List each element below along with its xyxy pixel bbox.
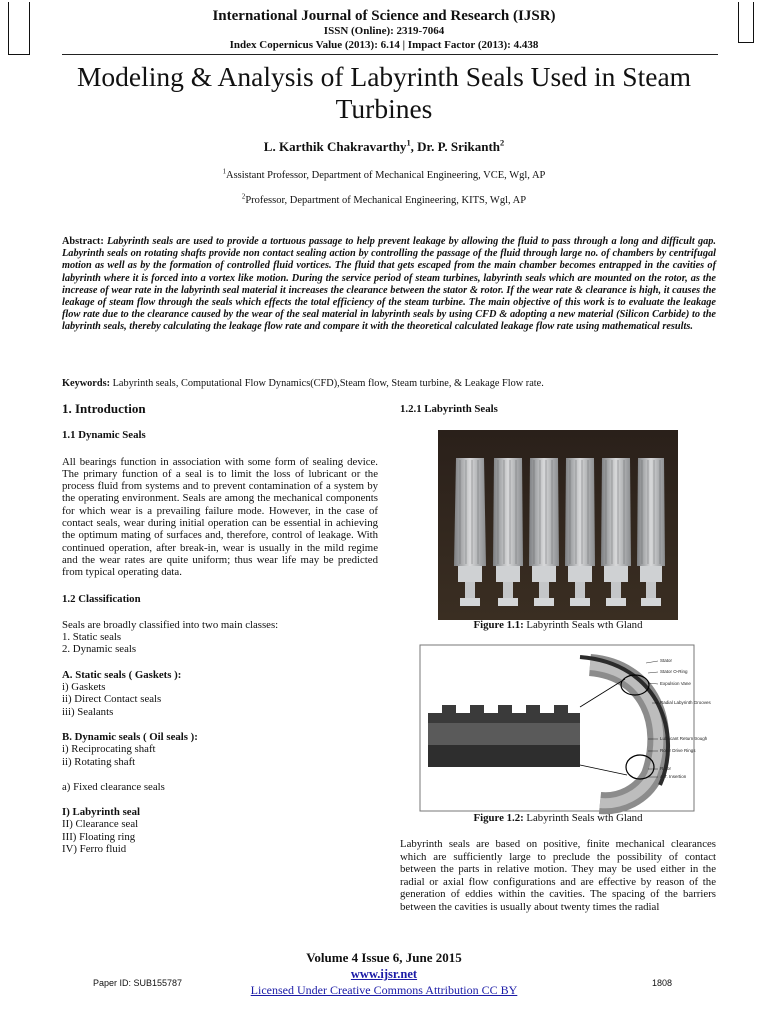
figure-1-1-caption: [400, 619, 716, 631]
figure-1-2-label: Figure 1.2:: [473, 812, 524, 824]
callout-lubricant-return: Lubricant Return trough: [660, 736, 708, 741]
section-heading-dynamic-seals: 1.1 Dynamic Seals: [62, 429, 146, 442]
header-rule: [62, 54, 718, 55]
footer-volume: Volume 4 Issue 6, June 2015: [306, 950, 462, 965]
left-column: [62, 403, 378, 855]
right-column: [400, 403, 716, 429]
author-line: [0, 139, 768, 155]
affiliation-1-sup: 1: [222, 168, 226, 176]
affiliation-2: [0, 195, 768, 206]
index-line: Index Copernicus Value (2013): 6.14 | Impact Factor (2013): 4.438: [229, 39, 539, 51]
section-heading-labyrinth-seals: 1.2.1 Labyrinth Seals: [400, 403, 498, 415]
list-item: 1. Static seals: [62, 631, 122, 644]
paragraph-labyrinth-seals: Labyrinth seals are based on positive, finite mechanical clearances which are sufficiently large to preclude the possibility of contact between the parts in relative motion. They may be used either in the radial or axial flow configurations and are effective by reason of the generation of eddies within the cavities. The spacing of the barriers between the cavities is usually about twenty times the radial: [400, 838, 716, 913]
paper-title: Modeling & Analysis of Labyrinth Seals Used in Steam Turbines: [76, 61, 692, 124]
labyrinth-profile: [428, 705, 580, 767]
page-number: 1808: [652, 978, 673, 988]
list-item: i) Gaskets: [62, 681, 106, 694]
dynamic-seals-heading: B. Dynamic seals ( Oil seals ):: [62, 730, 198, 743]
affiliation-2-text: Professor, Department of Mechanical Engineering, KITS, Wgl, AP: [245, 195, 527, 206]
author-1: L. Karthik Chakravarthy: [263, 139, 407, 154]
list-item: I) Labyrinth seal: [62, 806, 140, 819]
figure-1-2-text: Labyrinth Seals wth Gland: [523, 812, 643, 824]
author-2-sup: 2: [500, 137, 505, 148]
list-item: ii) Rotating shaft: [62, 755, 136, 768]
abstract: [62, 236, 716, 334]
abstract-text: Labyrinth seals are used to provide a tortuous passage to help prevent leakage by allowing the fluid to pass through a long and difficult gap. Labyrinth seals on rotating shafts provide non contact sealing action by controlling the passage of the fluid through large no. of chambers by centrifugal motion as well as by the formation of controlled fluid vortices. The fluid that gets escaped from the main chamber becomes entrapped in the cavities of labyrinth where it is forced into a vortex like motion. During the service period of steam turbines, labyrinth seals which are mounted on the rotor, as the increase of wear rate in the labyrinth seal material it increases the clearance between the stator & rotor. If the wear rate & clearance is high, it causes the leakage of steam flow through the seals which effects the total efficiency of the steam turbine. The main objective of this work is to evaluate the leakage flow rate due to the clearance caused by the wear of the seal material in labyrinth seals by using CFD & adopting a new material (Silicon Carbide) to the labyrinth seals, thereby calculating the leakage flow rate and compare it with the theoretical calculated leakage flow rate using mathematical results.: [62, 236, 717, 333]
keywords-text: Labyrinth seals, Computational Flow Dynamics(CFD),Steam flow, Steam turbine, & Leakage Flow rate.: [112, 378, 544, 389]
abstract-label: Abstract:: [62, 236, 104, 247]
author-1-sup: 1: [406, 137, 411, 148]
figure-1-2-diagram: [420, 645, 711, 811]
list-item: i) Reciprocating shaft: [62, 743, 156, 756]
static-seals-heading: A. Static seals ( Gaskets ):: [62, 668, 182, 681]
list-item: ii) Direct Contact seals: [62, 693, 162, 706]
affiliation-2-sup: 2: [241, 193, 246, 201]
figure-1-1-photo: [438, 430, 678, 620]
keywords: [62, 378, 716, 389]
affiliation-1-text: Assistant Professor, Department of Mechanical Engineering, VCE, Wgl, AP: [226, 170, 546, 181]
affiliation-1: [0, 170, 768, 181]
list-item: iii) Sealants: [62, 705, 114, 718]
list-item: III) Floating ring: [62, 830, 136, 843]
figure-1-2-caption: [400, 812, 716, 824]
author-2: Dr. P. Srikanth: [417, 139, 500, 154]
list-item: IV) Ferro fluid: [62, 843, 127, 856]
callout-radial-grooves: Radial Labyrinth Grooves: [660, 700, 711, 705]
footer-url-link[interactable]: www.ijsr.net: [350, 967, 418, 981]
journal-name: International Journal of Science and Research (IJSR): [212, 8, 556, 24]
paper-id: Paper ID: SUB155787: [93, 978, 183, 988]
callout-rotor-drive-rings: Rotor Drive Rings: [660, 748, 696, 753]
section-heading-classification: 1.2 Classification: [62, 592, 141, 605]
footer-license-link[interactable]: Licensed Under Creative Commons Attribution CC BY: [250, 983, 518, 997]
fixed-clearance-label: a) Fixed clearance seals: [62, 780, 165, 793]
callout-stator: Stator: [660, 658, 673, 663]
list-item: 2. Dynamic seals: [62, 643, 137, 656]
classification-intro: Seals are broadly classified into two main classes:: [62, 618, 279, 631]
figure-1-1-text: Labyrinth Seals wth Gland: [523, 619, 643, 631]
callout-stator-o-ring: Stator O-Ring: [660, 669, 688, 674]
callout-expulsion-vane: Expulsion Vane: [660, 681, 691, 686]
callout-at-insertion: A.T. Insertion: [660, 774, 687, 779]
issn-line: ISSN (Online): 2319-7064: [323, 25, 445, 37]
keywords-label: Keywords:: [62, 378, 111, 389]
callout-rotor: Rotor: [660, 766, 672, 771]
section-heading-introduction: 1. Introduction: [62, 401, 146, 416]
author-separator: ,: [410, 139, 418, 154]
list-item: II) Clearance seal: [62, 818, 139, 831]
paragraph-dynamic-seals: All bearings function in association with some form of sealing device. The primary function of a seal is to limit the loss of lubricant or the process fluid from systems and to prevent contamination of a system by the operating environment. Seals are among the mechanical components for which wear is a prevailing failure mode. However, in the case of contact seals, wear during initial operation can be essential in achieving the optimum mating of surfaces and, therefore, control of leakage. With continued operation, after break-in, wear is usually in the mild regime and the wear rates are quite uniform; thus wear life may be predicted from typical operating data.: [62, 455, 378, 579]
figure-1-1-label: Figure 1.1:: [473, 619, 524, 631]
